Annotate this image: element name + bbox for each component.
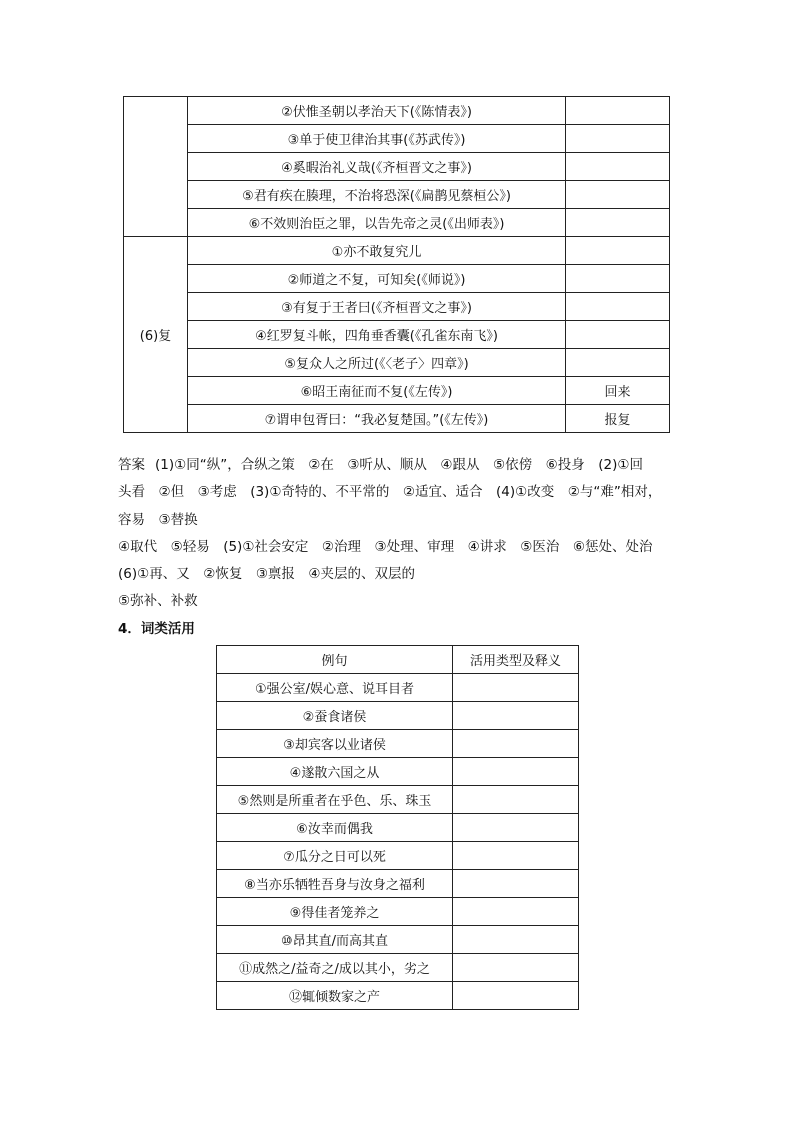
table-row (124, 293, 670, 321)
example-cell: ⑦瓜分之日可以死 (217, 842, 453, 870)
answer-cell (453, 898, 579, 926)
table-row (124, 237, 670, 265)
answer-cell (453, 870, 579, 898)
answer-cell: 报复 (566, 405, 670, 433)
answer-line-6: ⑤弥补、补救 (118, 593, 198, 610)
table-row (124, 153, 670, 181)
example-cell: ⑥汝幸而偶我 (217, 814, 453, 842)
answer-cell (453, 674, 579, 702)
example-cell: ⑧当亦乐牺牲吾身与汝身之福利 (217, 870, 453, 898)
answer-cell (453, 814, 579, 842)
example-cell: ⑦谓申包胥曰：“我必复楚国。”(《左传》) (188, 405, 566, 433)
example-cell: ④红罗复斗帐，四角垂香囊(《孔雀东南飞》) (188, 321, 566, 349)
answer-line-1 (118, 452, 684, 479)
table-row (124, 377, 670, 405)
table-row (124, 125, 670, 153)
answer-cell (453, 730, 579, 758)
example-cell: ②蚕食诸侯 (217, 702, 453, 730)
example-cell: ①亦不敢复究儿 (188, 237, 566, 265)
column-header-answer: 活用类型及释义 (453, 646, 579, 674)
answer-line-2: 头看 ②但 ③考虑 (3)①奇特的、不平常的 ②适宜、适合 (4)①改变 ②与“难”相对， (118, 484, 662, 501)
answer-cell (566, 265, 670, 293)
answer-cell (566, 321, 670, 349)
answer-line-4: ④取代 ⑤轻易 (5)①社会安定 ②治理 ③处理、审理 ④讲求 ⑤医治 ⑥惩处、处治 (118, 538, 653, 555)
example-cell: ⑤复众人之所过(《〈老子〉四章》) (188, 349, 566, 377)
answer-cell (566, 237, 670, 265)
answer-label: 答案 (118, 457, 145, 473)
table-header-row (217, 646, 579, 674)
section-title: 4．词类活用 (118, 621, 195, 637)
answer-cell (566, 181, 670, 209)
word-cell (124, 97, 188, 237)
table-row (124, 321, 670, 349)
table-row (217, 842, 579, 870)
table-row (124, 265, 670, 293)
table-row (217, 814, 579, 842)
column-header-example: 例句 (217, 646, 453, 674)
answer-line-5: (6)①再、又 ②恢复 ③禀报 ④夹层的、双层的 (118, 566, 416, 583)
table-row (217, 898, 579, 926)
example-cell: ④遂散六国之从 (217, 758, 453, 786)
example-cell: ②师道之不复，可知矣(《师说》) (188, 265, 566, 293)
answer-cell (453, 702, 579, 730)
table-row (217, 982, 579, 1010)
example-cell: ⑥昭王南征而不复(《左传》) (188, 377, 566, 405)
answer-block (118, 452, 684, 616)
example-cell: ①强公室/娱心意、说耳目者 (217, 674, 453, 702)
answer-cell (453, 926, 579, 954)
example-cell: ⑨得佳者笼养之 (217, 898, 453, 926)
example-cell: ⑥不效则治臣之罪，以告先帝之灵(《出师表》) (188, 209, 566, 237)
table-row (217, 730, 579, 758)
answer-cell (453, 758, 579, 786)
example-cell: ③有复于王者曰(《齐桓晋文之事》) (188, 293, 566, 321)
table-row (124, 209, 670, 237)
answer-cell (566, 125, 670, 153)
table-row (217, 702, 579, 730)
answer-cell (453, 982, 579, 1010)
answer-cell (566, 153, 670, 181)
table-row (217, 674, 579, 702)
table-row (124, 181, 670, 209)
word-cell: (6)复 (124, 237, 188, 433)
table-row (217, 786, 579, 814)
example-cell: ⑪成然之/益奇之/成以其小，劣之 (217, 954, 453, 982)
answer-cell (453, 954, 579, 982)
answer-text: (1)①同“纵”，合纵之策 ②在 ③听从、顺从 ④跟从 ⑤依傍 ⑥投身 (2)①回 (155, 457, 643, 473)
answer-cell (566, 209, 670, 237)
example-cell: ⑩昂其直/而高其直 (217, 926, 453, 954)
example-cell: ⑫辄倾数家之产 (217, 982, 453, 1010)
table-row (217, 870, 579, 898)
answer-line-3: 容易 ③替换 (118, 511, 198, 528)
table-row (217, 954, 579, 982)
word-class-table (216, 645, 579, 1010)
answer-cell (566, 293, 670, 321)
answer-cell (453, 786, 579, 814)
table-row (124, 97, 670, 125)
example-cell: ③单于使卫律治其事(《苏武传》) (188, 125, 566, 153)
word-meaning-table (123, 96, 670, 433)
answer-cell (453, 842, 579, 870)
example-cell: ⑤然则是所重者在乎色、乐、珠玉 (217, 786, 453, 814)
table-row (217, 758, 579, 786)
example-cell: ④奚暇治礼义哉(《齐桓晋文之事》) (188, 153, 566, 181)
example-cell: ③却宾客以业诸侯 (217, 730, 453, 758)
answer-cell (566, 349, 670, 377)
answer-cell (566, 97, 670, 125)
table-row (124, 349, 670, 377)
example-cell: ②伏惟圣朝以孝治天下(《陈情表》) (188, 97, 566, 125)
answer-cell: 回来 (566, 377, 670, 405)
table-row (124, 405, 670, 433)
table-row (217, 926, 579, 954)
example-cell: ⑤君有疾在腠理，不治将恐深(《扁鹊见蔡桓公》) (188, 181, 566, 209)
